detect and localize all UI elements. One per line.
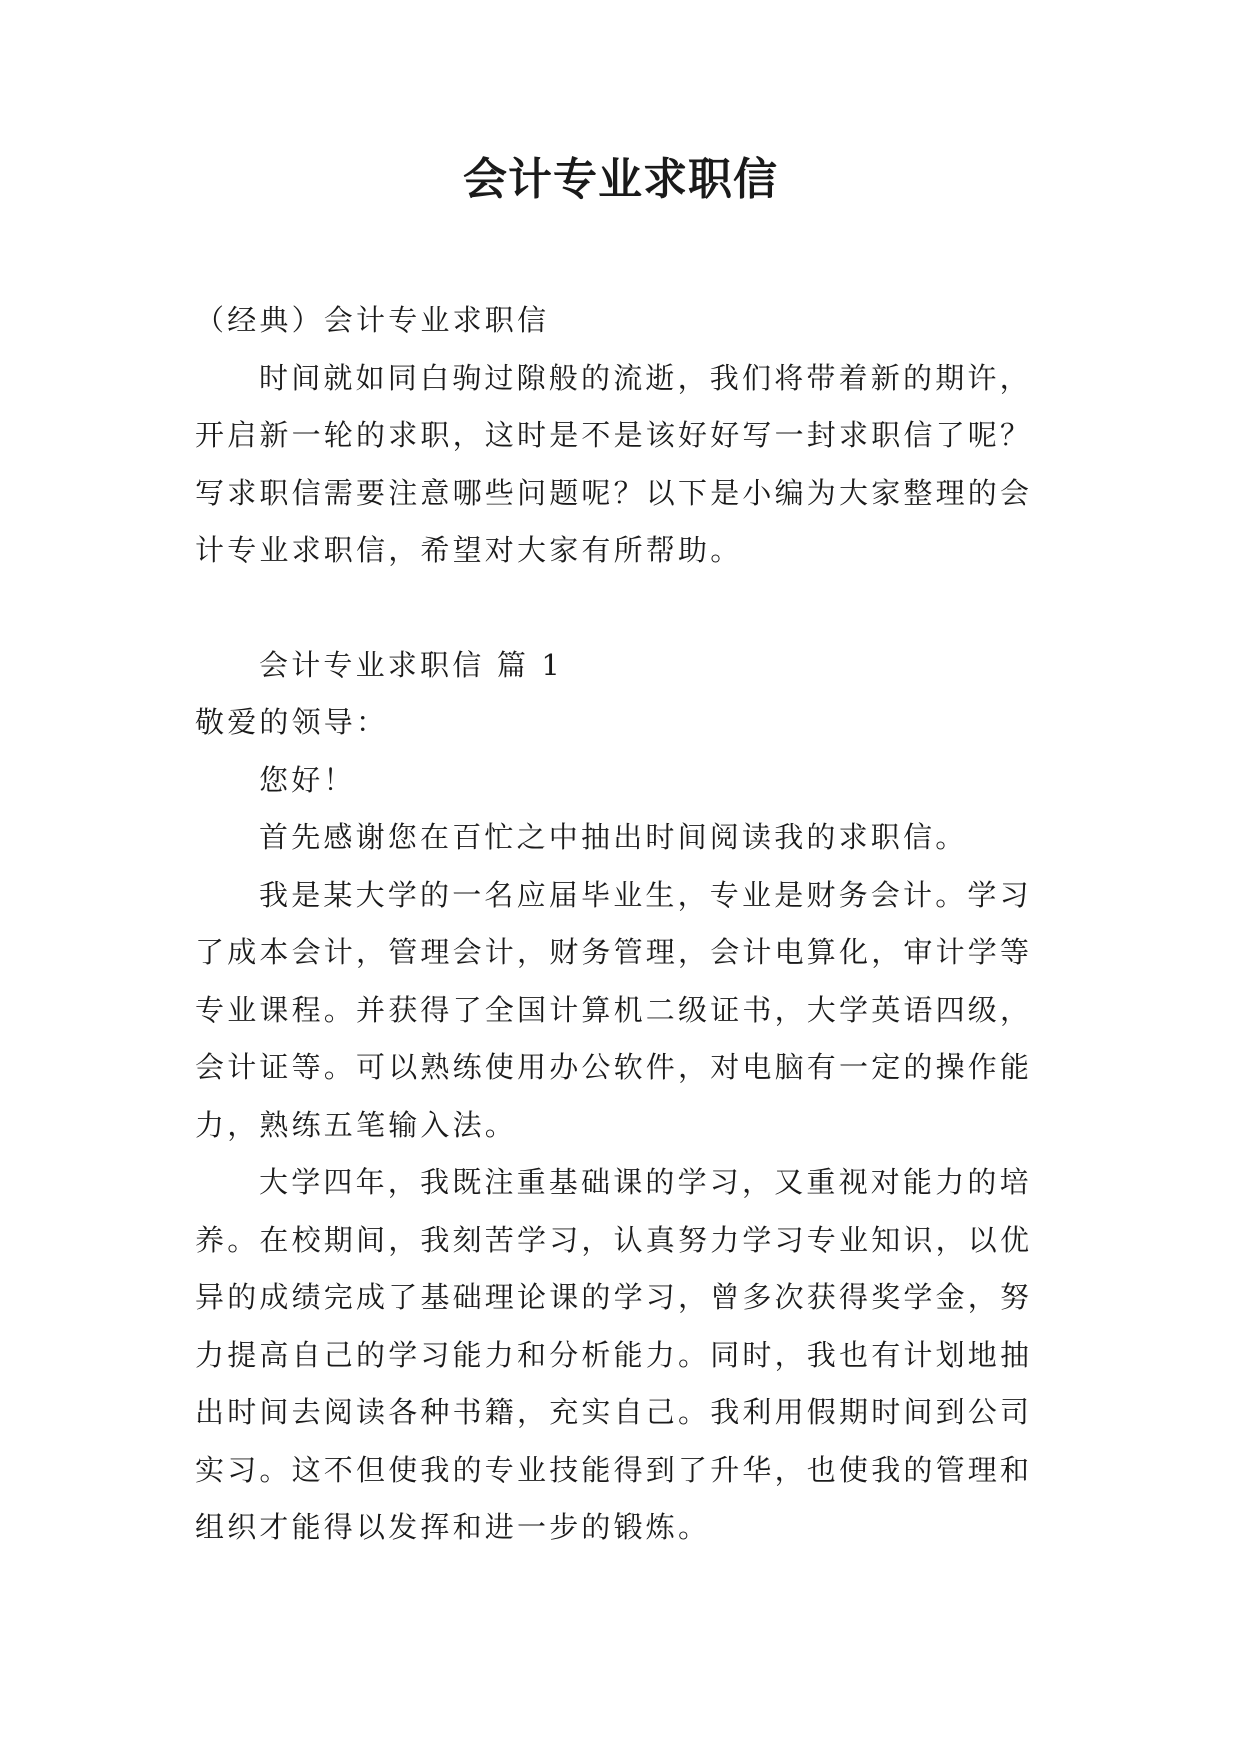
- greeting: 您好！: [259, 762, 356, 797]
- paragraph-spacer: [195, 580, 1063, 637]
- body-paragraph: 我是某大学的一名应届毕业生，专业是财务会计。学习了成本会计，管理会计，财务管理，会计电算化，审计学等专业课程。并获得了全国计算机二级证书，大学英语四级，会计证等。可以熟练使用办公软件，对电脑有一定的操作能力，熟练五笔输入法。: [195, 877, 1033, 1142]
- intro-paragraph: 时间就如同白驹过隙般的流逝，我们将带着新的期许，开启新一轮的求职，这时是不是该好好写一封求职信了呢？写求职信需要注意哪些问题呢？以下是小编为大家整理的会计专业求职信，希望对大家有所帮助。: [195, 360, 1033, 567]
- document-subtitle: （经典）会计专业求职信: [195, 303, 550, 337]
- body-paragraph: 首先感谢您在百忙之中抽出时间阅读我的求职信。: [259, 820, 968, 854]
- document-title: 会计专业求职信: [463, 154, 778, 205]
- salutation: 敬爱的领导：: [195, 705, 389, 739]
- body-paragraph: 大学四年，我既注重基础课的学习，又重视对能力的培养。在校期间，我刻苦学习，认真努力学习专业知识，以优异的成绩完成了基础理论课的学习，曾多次获得奖学金，努力提高自己的学习能力和分析能力。同时，我也有计划地抽出时间去阅读各种书籍，充实自己。我利用假期时间到公司实习。这不但使我的专业技能得到了升华，也使我的管理和组织才能得以发挥和进一步的锻炼。: [195, 1165, 1033, 1544]
- section-heading: 会计专业求职信 篇 1: [259, 647, 564, 682]
- document-body: [195, 292, 1063, 1557]
